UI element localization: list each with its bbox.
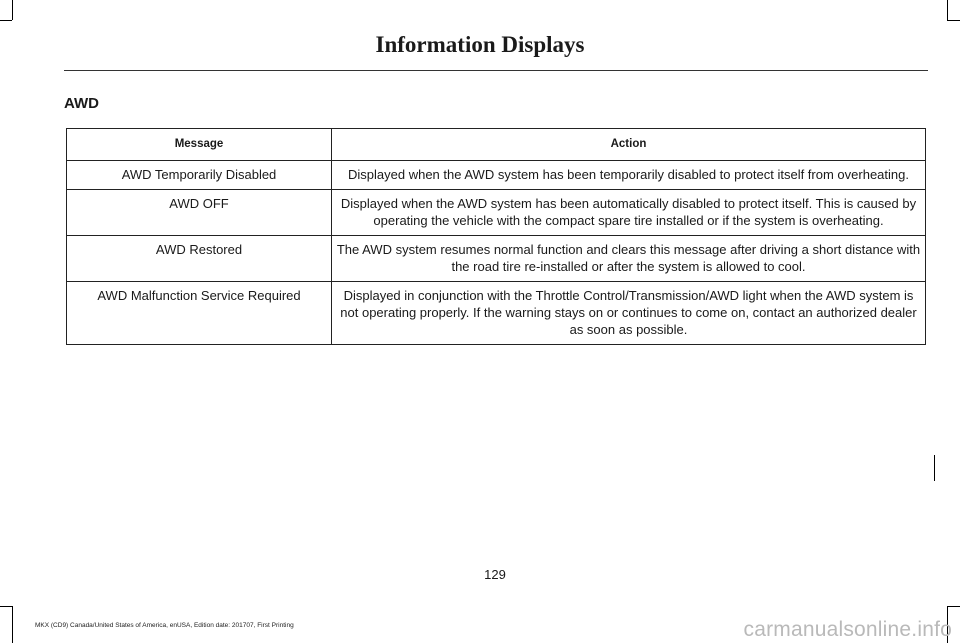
table-row <box>67 282 926 345</box>
table-row <box>67 236 926 282</box>
page-number: 129 <box>484 567 506 582</box>
message-cell: AWD Malfunction Service Required <box>67 282 332 345</box>
crop-mark-bottom-right-h <box>947 606 960 607</box>
watermark: carmanualsonline.info <box>743 618 952 641</box>
crop-mark-top-right-v <box>947 0 948 20</box>
action-cell: Displayed when the AWD system has been automatically disabled to protect itself. This is caused by operating the vehicle with the compact spare tire installed or if the system is overheating. <box>332 190 926 236</box>
table-row <box>67 161 926 190</box>
page-title: Information Displays <box>375 32 585 57</box>
table-header-row <box>67 129 926 161</box>
section-heading: AWD <box>64 95 99 112</box>
footer-edition-text: MKX (CD9) Canada/United States of America, enUSA, Edition date: 201707, First Printing <box>35 622 294 629</box>
crop-mark-right-middle <box>934 455 935 481</box>
action-cell: The AWD system resumes normal function and clears this message after driving a short distance with the road tire re-installed or after the system is allowed to cool. <box>332 236 926 282</box>
crop-mark-bottom-left-h <box>0 606 12 607</box>
column-header-action: Action <box>332 129 926 161</box>
action-cell: Displayed in conjunction with the Throttle Control/Transmission/AWD light when the AWD system is not operating properly. If the warning stays on or continues to come on, contact an authorized dealer as soon as possible. <box>332 282 926 345</box>
column-header-message: Message <box>67 129 332 161</box>
awd-messages-table <box>66 128 926 345</box>
action-cell: Displayed when the AWD system has been temporarily disabled to protect itself from overheating. <box>332 161 926 190</box>
table-row <box>67 190 926 236</box>
crop-mark-top-left-v <box>12 0 13 20</box>
crop-mark-bottom-left-v <box>12 606 13 643</box>
crop-mark-top-left-h <box>0 20 12 21</box>
message-cell: AWD Restored <box>67 236 332 282</box>
message-cell: AWD Temporarily Disabled <box>67 161 332 190</box>
crop-mark-top-right-h <box>947 20 960 21</box>
message-cell: AWD OFF <box>67 190 332 236</box>
title-divider <box>64 70 928 71</box>
